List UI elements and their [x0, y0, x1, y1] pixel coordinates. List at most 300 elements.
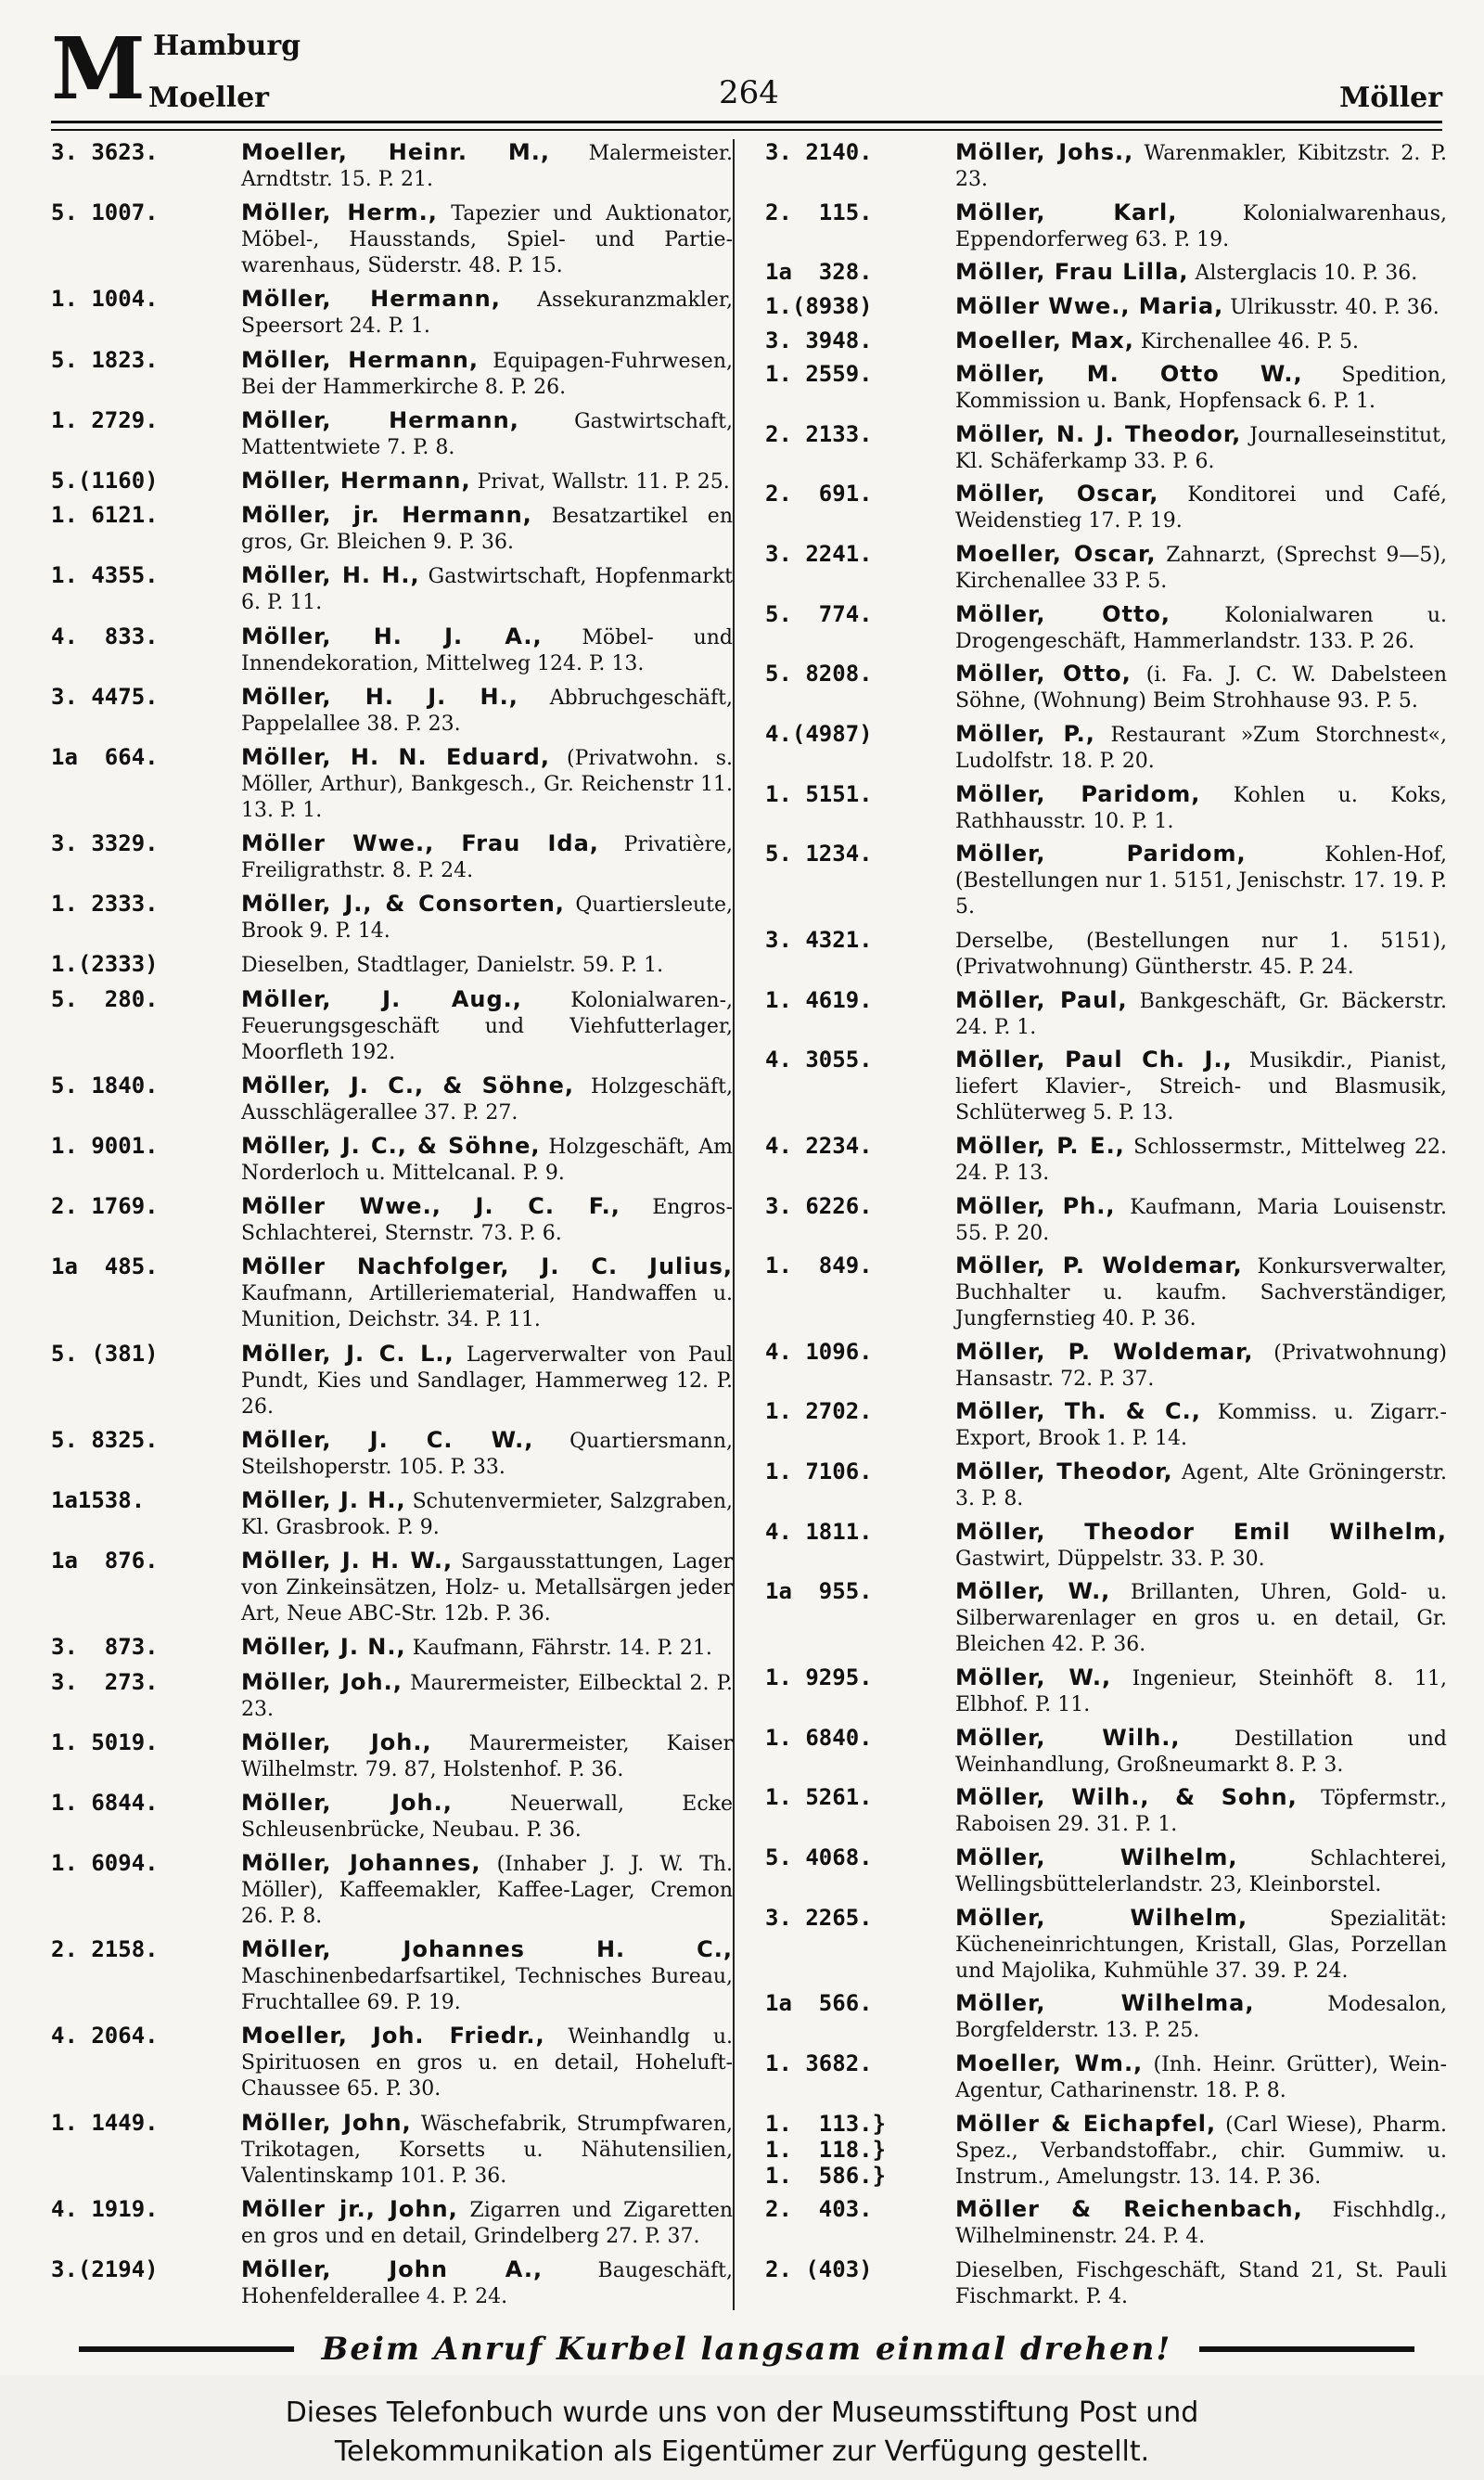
phone-number: 1. 9001. [51, 1133, 159, 1159]
subscriber-name: Möller, Wilhelma, [955, 1990, 1255, 2017]
subscriber-details: Gastwirtschaft, Hopfenmarkt 6. P. 11. [241, 565, 733, 615]
listing-text [955, 1990, 1447, 2044]
listing-entry [51, 684, 733, 738]
subscriber-details: Quartiersmann, Steilshoperstr. 105. P. 33. [241, 1429, 733, 1479]
phone-number: 1. 5151. [765, 780, 873, 807]
listing-text [241, 199, 733, 279]
listing-entry [51, 2023, 733, 2102]
listing-text [241, 1669, 733, 1723]
phone-number: 1. 7106. [765, 1458, 873, 1485]
phone-number: 1. 1004. [51, 286, 159, 313]
phone-number: 2. 2158. [51, 1936, 159, 1963]
listing-entry [765, 1193, 1447, 1247]
phone-number: 2. 2133. [765, 420, 873, 447]
subscriber-name: Möller, J. C. L., [241, 1340, 454, 1367]
subscriber-details: Warenmakler, Kibitzstr. 2. P. 23. [955, 142, 1447, 191]
phone-number: 1. 2702. [765, 1398, 873, 1425]
phone-number: 1. 4355. [51, 562, 159, 589]
listing-text [955, 541, 1447, 595]
subscriber-name: Möller, P. E., [955, 1132, 1125, 1159]
listing-entry [765, 2196, 1447, 2250]
subscriber-details: Sargausstattungen, Lager von Zinkeinsätzen, Holz- u. Metallsärgen jeder Art, Neue ABC-Str. 12b. P. 36. [241, 1550, 734, 1626]
subscriber-name: Möller, Hermann, [241, 346, 479, 373]
phone-number: 2. 115. [765, 199, 873, 225]
phone-number: 1. 2559. [765, 361, 873, 388]
subscriber-details: Möbel- und Innendekoration, Mittelweg 124. P. 13. [241, 625, 733, 675]
listing-entry [765, 328, 1447, 355]
listing-entry [51, 2256, 733, 2310]
notice-line-1: Dieses Telefonbuch wurde uns von der Museumsstiftung Post und [285, 2396, 1199, 2429]
listing-entry [51, 1253, 733, 1333]
phone-number: 4. 3055. [765, 1047, 873, 1073]
listing-text [955, 1905, 1447, 1985]
listing-entry [51, 1341, 733, 1420]
phone-number: 1. 5019. [51, 1728, 159, 1755]
subscriber-name: Möller, J., & Consorten, [241, 891, 565, 918]
listing-entry [765, 987, 1447, 1041]
listing-text [955, 987, 1447, 1041]
subscriber-name: Möller, Oscar, [955, 481, 1159, 508]
subscriber-name: Möller, Ph., [955, 1192, 1116, 1219]
subscriber-name: Möller Wwe., Frau Ida, [241, 830, 599, 857]
listing-entry [765, 2050, 1447, 2104]
phone-number: 5. 1823. [51, 346, 159, 373]
subscriber-name: Möller, J. C., & Söhne, [241, 1133, 541, 1159]
listing-text [241, 1936, 733, 2016]
listing-entry [765, 199, 1447, 253]
listing-text [955, 199, 1447, 253]
listing-entry [51, 1936, 733, 2016]
subscriber-details: Holzgeschäft, Am Norderloch u. Mittelcanal. P. 9. [241, 1136, 733, 1185]
phone-number: 5. 8325. [51, 1426, 159, 1453]
listing-entry [51, 951, 733, 979]
column-divider [733, 139, 735, 2310]
listing-text [955, 2256, 1447, 2310]
subscriber-details: Kolonialwarenhaus, Eppendorferweg 63. P. 19. [955, 201, 1448, 251]
listing-text [241, 1729, 733, 1783]
listing-entry [765, 1398, 1447, 1452]
subscriber-name: Möller, W., [955, 1664, 1112, 1691]
subscriber-details: (Inhaber J. J. W. Th. Möller), Kaffeemakler, Kaffee-Lager, Cremon 26. P. 8. [241, 1853, 734, 1929]
subscriber-name: Möller, Joh., [241, 1789, 453, 1816]
listing-entry [765, 1905, 1447, 1985]
listing-entry [51, 1790, 733, 1844]
listing-text [955, 927, 1447, 981]
listing-entry [51, 830, 733, 884]
footer-slogan [51, 2331, 1442, 2368]
listing-entry [51, 1729, 733, 1783]
subscriber-details: Maschinenbedarfsartikel, Technisches Bureau, Fruchtallee 69. P. 19. [241, 1965, 733, 2015]
subscriber-name: Möller, jr. Hermann, [241, 502, 532, 529]
listing-entry [765, 541, 1447, 595]
listing-text [241, 2256, 733, 2310]
subscriber-name: Möller, Johannes H. C., [241, 1936, 733, 1963]
subscriber-name: Möller, Wilh., & Sohn, [955, 1784, 1298, 1811]
phone-number: 3. 2265. [765, 1904, 873, 1931]
listing-text [955, 1578, 1447, 1658]
listing-entry [51, 891, 733, 944]
subscriber-details: Alsterglacis 10. P. 36. [1195, 262, 1418, 286]
subscriber-details: Malermeister. Arndtstr. 15. P. 21. [241, 142, 733, 191]
listing-entry [51, 1487, 733, 1541]
subscriber-details: Maurermeister, Kaiser Wilhelmstr. 79. 87, Holstenhof. P. 36. [241, 1731, 734, 1781]
listing-entry [765, 601, 1447, 655]
subscriber-details: Kolonialwaren u. Drogengeschäft, Hammerlandstr. 133. P. 26. [955, 603, 1447, 653]
listing-text [241, 951, 733, 979]
subscriber-details: Zahnarzt, (Sprechst 9—5), Kirchenallee 33 P. 5. [955, 544, 1448, 594]
phone-number: 4.(4987) [765, 721, 873, 748]
listing-entry [765, 1664, 1447, 1718]
slogan-rule-right [1199, 2346, 1414, 2352]
phone-number: 3. 6226. [765, 1192, 873, 1219]
section-letter: M [51, 19, 146, 119]
subscriber-details: Kaufmann, Fährstr. 14. P. 21. [412, 1637, 712, 1661]
listing-text [955, 1193, 1447, 1247]
subscriber-details: Modesalon, Borgfelderstr. 13. P. 25. [955, 1993, 1448, 2043]
phone-number: 4. 1096. [765, 1338, 873, 1365]
listing-text [955, 2196, 1447, 2250]
listing-entry [51, 502, 733, 556]
listing-entry [51, 623, 733, 677]
subscriber-name: Möller, J. H. W., [241, 1548, 454, 1574]
phone-number: 3. 273. [51, 1668, 159, 1695]
subscriber-name: Möller, J. N., [241, 1634, 406, 1661]
phone-number: 1.(2333) [51, 951, 159, 978]
phone-number: 5. 1840. [51, 1072, 159, 1099]
listing-text [955, 1047, 1447, 1126]
subscriber-details: Lagerverwalter von Paul Pundt, Kies und Sandlager, Hammerweg 12. P. 26. [241, 1343, 733, 1419]
subscriber-name: Möller, Theodor, [955, 1458, 1173, 1485]
subscriber-details: Agent, Alte Gröningerstr. 3. P. 8. [955, 1461, 1448, 1511]
subscriber-name: Möller, Paul Ch. J., [955, 1047, 1233, 1073]
listing-text [241, 407, 733, 461]
phone-number: 1. 1449. [51, 2109, 159, 2136]
phone-number: 2. 691. [765, 481, 873, 508]
subscriber-name: Möller, Wilhelm, [955, 1844, 1238, 1870]
subscriber-details: (i. Fa. J. C. W. Dabelsteen Söhne, (Wohnung) Beim Strohhause 93. P. 5. [955, 663, 1447, 713]
subscriber-details: Töpfermstr., Raboisen 29. 31. P. 1. [955, 1787, 1447, 1837]
right-column [765, 139, 1447, 2310]
listing-entry [51, 139, 733, 193]
listing-text [955, 781, 1447, 835]
subscriber-name: Möller, Herm., [241, 199, 438, 226]
subscriber-details: (Privatwohnung) Hansastr. 72. P. 37. [955, 1341, 1447, 1391]
listing-text [241, 1073, 733, 1126]
listing-entry [51, 1073, 733, 1126]
listing-entry [51, 1850, 733, 1930]
subscriber-name: Moeller, Oscar, [955, 541, 1157, 568]
phone-number: 1. 3682. [765, 2050, 873, 2076]
subscriber-details: Kaufmann, Artilleriematerial, Handwaffen u. Munition, Deichstr. 34. P. 11. [241, 1282, 733, 1332]
phone-number: 1. 113.} 1. 118.} 1. 586.} [765, 2110, 887, 2189]
phone-number: 3. 2241. [765, 541, 873, 568]
listing-text [955, 293, 1447, 321]
listing-entry [765, 1458, 1447, 1512]
phone-number: 5. 1007. [51, 199, 159, 226]
subscriber-details: Abbruchgeschäft, Pappelallee 38. P. 23. [241, 686, 733, 736]
subscriber-name: Möller, Hermann, [241, 406, 519, 433]
listing-text [241, 1341, 733, 1420]
listing-entry [51, 1669, 733, 1723]
notice-line-2: Telekommunikation als Eigentümer zur Verfügung gestellt. [334, 2435, 1150, 2468]
subscriber-details: Wäschefabrik, Strumpfwaren, Trikotagen, Korsetts u. Nähutensilien, Valentinskamp 101. P. 36. [241, 2112, 733, 2188]
phone-number: 3.(2194) [51, 2256, 159, 2282]
listing-entry [765, 721, 1447, 775]
listing-text [955, 328, 1447, 355]
listing-entry [765, 2256, 1447, 2310]
listing-entry [765, 841, 1447, 920]
subscriber-name: Möller, P. Woldemar, [955, 1338, 1254, 1365]
listing-entry [51, 286, 733, 340]
listing-text [241, 684, 733, 738]
subscriber-name: Möller, Paridom, [955, 841, 1247, 867]
listing-text [955, 2050, 1447, 2104]
listing-entry [765, 1519, 1447, 1573]
subscriber-name: Möller & Reichenbach, [955, 2196, 1303, 2223]
phone-number: 4. 833. [51, 623, 159, 649]
phone-number: 2. 403. [765, 2196, 873, 2223]
page-number: 264 [719, 74, 779, 111]
subscriber-details: Schlossermstr., Mittelweg 22. 24. P. 13. [955, 1135, 1448, 1185]
subscriber-details: Baugeschäft, Hohenfelderallee 4. P. 24. [241, 2259, 733, 2308]
subscriber-name: Möller jr., John, [241, 2195, 458, 2222]
listing-entry [51, 2196, 733, 2250]
subscriber-name: Möller, Paridom, [955, 780, 1201, 807]
phone-number: 1. 849. [765, 1253, 873, 1279]
subscriber-name: Möller, N. J. Theodor, [955, 420, 1242, 447]
phone-number: 4. 1811. [765, 1518, 873, 1545]
listing-text [955, 421, 1447, 475]
phone-number: 4. 2234. [765, 1132, 873, 1159]
listing-entry [765, 1725, 1447, 1779]
subscriber-name: Möller, Frau Lilla, [955, 259, 1189, 286]
subscriber-details: Weinhandlg u. Spirituosen en gros u. en detail, Hoheluft-Chaussee 65. P. 30. [241, 2025, 734, 2101]
listing-text [241, 286, 733, 340]
phone-number: 1a 955. [765, 1578, 873, 1605]
listing-text [955, 361, 1447, 415]
phone-number: 1. 9295. [765, 1664, 873, 1691]
subscriber-details: Tapezier und Auktionator, Möbel-, Hausstands, Spiel- und Partie-warenhaus, Süderstr. 48. P. 15. [241, 202, 733, 278]
listing-entry [51, 1427, 733, 1481]
left-column [51, 139, 733, 2310]
phone-number: 1. 6840. [765, 1724, 873, 1751]
subscriber-name: Möller, Joh., [241, 1728, 432, 1755]
phone-number: 5. 280. [51, 985, 159, 1012]
page-header [51, 17, 1442, 128]
subscriber-details: Schlachterei, Wellingsbüttelerlandstr. 23, Kleinborstel. [955, 1846, 1447, 1896]
listing-text [955, 1253, 1447, 1332]
subscriber-name: Möller, Otto, [955, 600, 1171, 627]
subscriber-details: (Inh. Heinr. Grütter), Wein-Agentur, Catharinenstr. 18. P. 8. [955, 2052, 1448, 2102]
subscriber-name: Möller, Paul, [955, 986, 1128, 1013]
subscriber-name: Möller, John, [241, 2109, 412, 2136]
subscriber-name: Möller, P., [955, 721, 1095, 748]
listing-entry [765, 1339, 1447, 1393]
phone-number: 1a 664. [51, 743, 159, 770]
subscriber-name: Möller, Karl, [955, 199, 1178, 225]
listing-text [241, 1427, 733, 1481]
phone-number: 1a 485. [51, 1253, 159, 1280]
listing-text [241, 502, 733, 556]
listing-entry [51, 1634, 733, 1662]
subscriber-details: Restaurant »Zum Storchnest«, Ludolfstr. 18. P. 20. [955, 724, 1447, 774]
listing-text [955, 721, 1447, 775]
subscriber-details: Equipagen-Fuhrwesen, Bei der Hammerkirche 8. P. 26. [241, 349, 733, 399]
subscriber-details: Neuerwall, Ecke Schleusenbrücke, Neubau. P. 36. [241, 1792, 733, 1842]
listing-entry [765, 481, 1447, 534]
phone-number: 1a 328. [765, 259, 873, 286]
listing-entry [765, 1990, 1447, 2044]
listing-text [241, 986, 733, 1066]
subscriber-name: Möller, Hermann, [241, 467, 471, 494]
listing-text [955, 1725, 1447, 1779]
phone-number: 5. 774. [765, 600, 873, 627]
subscriber-details: Dieselben, Stadtlager, Danielstr. 59. P. 1. [241, 954, 664, 978]
subscriber-name: Möller, M. Otto W., [955, 361, 1303, 388]
subscriber-details: Journalleseinstitut, Kl. Schäferkamp 33. P. 6. [955, 423, 1447, 473]
subscriber-name: Möller, Johannes, [241, 1850, 481, 1877]
listing-entry [51, 1548, 733, 1627]
phone-number: 1. 6094. [51, 1850, 159, 1877]
listing-entry [765, 1578, 1447, 1658]
phone-number: 1. 2729. [51, 406, 159, 433]
listing-text [955, 1133, 1447, 1187]
listing-text [955, 481, 1447, 534]
listing-entry [51, 468, 733, 495]
listing-text [241, 1634, 733, 1662]
subscriber-details: Kaufmann, Maria Louisenstr. 55. P. 20. [955, 1195, 1448, 1245]
listing-text [955, 1784, 1447, 1838]
subscriber-name: Möller, Otto, [955, 661, 1132, 687]
phone-number: 5.(1160) [51, 467, 159, 494]
listing-text [241, 139, 733, 193]
phone-number: 3. 873. [51, 1634, 159, 1661]
listing-text [241, 623, 733, 677]
listing-text [241, 744, 733, 824]
listing-entry [765, 1784, 1447, 1838]
phone-number: 1a1538. [51, 1486, 146, 1513]
listing-text [955, 1458, 1447, 1512]
subscriber-details: Ulrikusstr. 40. P. 36. [1230, 295, 1439, 319]
listing-entry [51, 562, 733, 616]
listing-text [241, 1487, 733, 1541]
subscriber-details: Kommiss. u. Zigarr.-Export, Brook 1. P. 14. [955, 1401, 1447, 1451]
listing-entry [765, 1133, 1447, 1187]
subscriber-name: Möller, Wilhelm, [955, 1904, 1248, 1931]
listing-entry [765, 781, 1447, 835]
subscriber-details: Derselbe, (Bestellungen nur 1. 5151), (Privatwohnung) Güntherstr. 45. P. 24. [955, 929, 1447, 979]
phone-number: 5. 4068. [765, 1844, 873, 1870]
listing-text [241, 1193, 733, 1247]
subscriber-name: Möller, H. J. A., [241, 623, 543, 649]
phone-number: 4. 2064. [51, 2023, 159, 2050]
listing-entry [765, 259, 1447, 287]
subscriber-name: Möller, Theodor Emil Wilhelm, [955, 1518, 1447, 1545]
subscriber-details: Kohlen-Hof, (Bestellungen nur 1. 5151, Jenischstr. 17. 19. P. 5. [955, 843, 1447, 919]
listing-text [955, 2111, 1447, 2191]
subscriber-details: Kolonialwaren-, Feuerungsgeschäft und Viehfutterlager, Moorfleth 192. [241, 988, 734, 1064]
listing-entry [765, 1047, 1447, 1126]
subscriber-details: Brillanten, Uhren, Gold- u. Silberwarenlager en gros u. en detail, Gr. Bleichen 42. P. 36. [955, 1581, 1448, 1657]
subscriber-name: Moeller, Joh. Friedr., [241, 2023, 545, 2050]
subscriber-details: Besatzartikel en gros, Gr. Bleichen 9. P. 36. [241, 505, 733, 555]
subscriber-details: Assekuranzmakler, Speersort 24. P. 1. [241, 289, 734, 339]
listing-text [241, 891, 733, 944]
phone-number: 3. 4475. [51, 683, 159, 710]
phone-number: 3. 2140. [765, 139, 873, 165]
subscriber-name: Moeller, Wm., [955, 2050, 1144, 2076]
subscriber-details: Spezialität: Kücheneinrichtungen, Kristall, Glas, Porzellan und Majolika, Kuhmühle 37. 39. P. 24. [955, 1907, 1447, 1983]
listing-text [241, 1548, 733, 1627]
subscriber-name: Moeller, Heinr. M., [241, 139, 551, 165]
phone-number: 4. 1919. [51, 2195, 159, 2222]
subscriber-details: Spedition, Kommission u. Bank, Hopfensack 6. P. 1. [955, 364, 1447, 414]
listing-entry [51, 1193, 733, 1247]
listing-entry [765, 2111, 1447, 2191]
listing-entry [765, 1844, 1447, 1898]
subscriber-details: Maurermeister, Eilbecktal 2. P. 23. [241, 1671, 733, 1721]
header-rule [51, 121, 1442, 131]
phone-number: 1. 6121. [51, 502, 159, 529]
subscriber-details: Musikdir., Pianist, liefert Klavier-, Streich- und Blasmusik, Schlüterweg 5. P. 13. [955, 1049, 1447, 1125]
subscriber-details: Holzgeschäft, Ausschlägerallee 37. P. 27. [241, 1074, 733, 1124]
subscriber-details: (Carl Wiese), Pharm. Spez., Verbandstoffabr., chir. Gummiw. u. Instrum., Amelungstr. 13. 14. P. 36. [955, 2113, 1447, 2189]
phone-number: 5. 1234. [765, 841, 873, 867]
listing-entry [765, 927, 1447, 981]
subscriber-details: Fischhdlg., Wilhelminenstr. 24. P. 4. [955, 2199, 1447, 2249]
listing-entry [765, 139, 1447, 193]
phone-number: 5. 8208. [765, 661, 873, 687]
subscriber-details: Destillation und Weinhandlung, Großneumarkt 8. P. 3. [955, 1727, 1447, 1777]
phone-number: 1.(8938) [765, 292, 873, 319]
subscriber-details: Ingenieur, Steinhöft 8. 11, Elbhof. P. 11. [955, 1667, 1447, 1717]
subscriber-details: Kirchenallee 46. P. 5. [1140, 329, 1360, 353]
listing-entry [51, 407, 733, 461]
subscriber-name: Möller, P. Woldemar, [955, 1253, 1243, 1279]
phone-number: 2. (403) [765, 2255, 873, 2282]
subscriber-name: Möller, H. J. H., [241, 683, 518, 710]
subscriber-name: Möller, W., [955, 1578, 1111, 1605]
phone-number: 1. 2333. [51, 891, 159, 918]
subscriber-name: Möller, John A., [241, 2256, 544, 2282]
subscriber-name: Möller Nachfolger, J. C. Julius, [241, 1253, 733, 1280]
listing-entry [765, 293, 1447, 321]
subscriber-name: Möller, J. Aug., [241, 985, 522, 1012]
phone-number: 1. 4619. [765, 986, 873, 1013]
subscriber-details: Quartiersleute, Brook 9. P. 14. [241, 893, 733, 944]
phone-number: 2. 1769. [51, 1193, 159, 1220]
subscriber-name: Möller & Eichapfel, [955, 2110, 1217, 2137]
listing-text [955, 139, 1447, 193]
phone-number: 3. 3329. [51, 830, 159, 857]
listing-entry [765, 361, 1447, 415]
listing-entry [765, 1253, 1447, 1332]
subscriber-name: Möller, Hermann, [241, 286, 501, 313]
listing-entry [51, 2110, 733, 2190]
subscriber-details: Kohlen u. Koks, Rathhausstr. 10. P. 1. [955, 783, 1447, 833]
phone-number: 1. 5261. [765, 1784, 873, 1811]
listing-text [241, 2023, 733, 2102]
subscriber-details: Konditorei und Café, Weidenstieg 17. P. 19. [955, 483, 1447, 533]
subscriber-name: Möller, J. H., [241, 1486, 406, 1513]
slogan-text: Beim Anruf Kurbel langsam einmal drehen! [321, 2331, 1172, 2368]
subscriber-name: Möller, H. H., [241, 562, 420, 589]
subscriber-details: Privatière, Freiligrathstr. 8. P. 24. [241, 833, 733, 883]
subscriber-name: Möller, J. C., & Söhne, [241, 1072, 574, 1099]
listing-text [241, 347, 733, 401]
listing-text [955, 661, 1447, 714]
subscriber-name: Möller, H. N. Eduard, [241, 743, 550, 770]
